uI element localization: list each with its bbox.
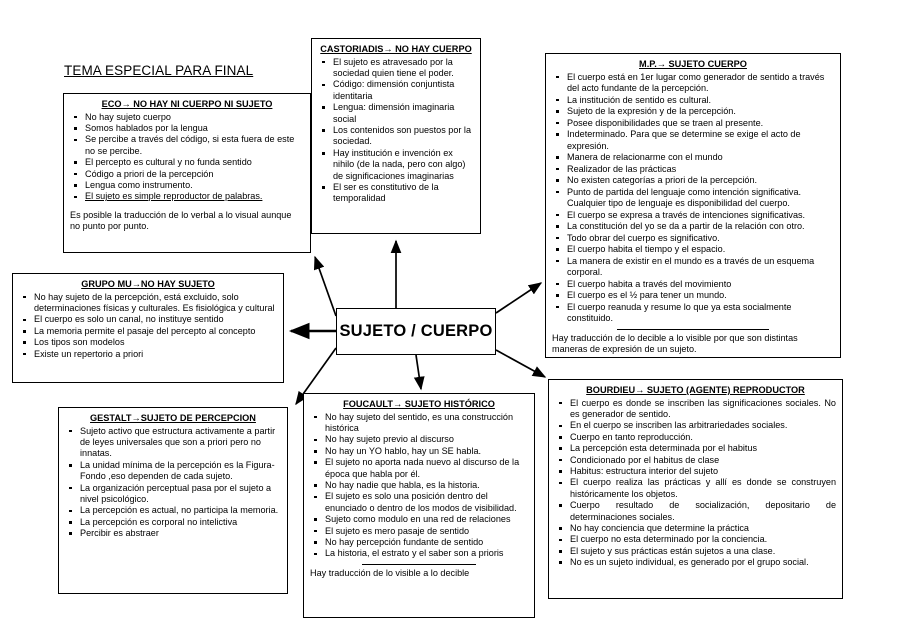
box-grupo-mu-list: [19, 292, 277, 360]
box-eco: [63, 93, 311, 253]
list-item: El cuerpo es solo un canal, no instituye sentido: [19, 314, 277, 325]
center-node-label: SUJETO / CUERPO: [339, 322, 493, 340]
page-title: TEMA ESPECIAL PARA FINAL: [64, 63, 254, 78]
list-item: El sujeto y sus prácticas están sujetos a una clase.: [555, 546, 836, 557]
list-item: El cuerpo no esta determinado por la conciencia.: [555, 534, 836, 545]
arrow-center-to-bourdieu: [496, 350, 545, 377]
list-item: Punto de partida del lenguaje como intención significativa. Cualquier tipo de lenguaje es disponibilidad del cuerpo.: [552, 187, 834, 210]
arrow-center-to-foucault: [416, 355, 421, 389]
box-gestalt-list: [65, 426, 281, 540]
box-eco-header: ECO→ NO HAY NI CUERPO NI SUJETO: [101, 99, 273, 109]
box-foucault-list: [310, 412, 528, 560]
list-item: En el cuerpo se inscriben las arbitrariedades sociales.: [555, 420, 836, 431]
list-item: Lengua: dimensión imaginaria social: [318, 102, 474, 125]
list-item: El sujeto no aporta nada nuevo al discurso de la época que habla por él.: [310, 457, 528, 480]
list-item: Posee disponibilidades que se traen al presente.: [552, 118, 834, 130]
box-foucault: [303, 393, 535, 618]
list-item: Código: dimensión conjuntista identitaria: [318, 79, 474, 102]
list-item: La historia, el estrato y el saber son a prioris: [310, 548, 528, 559]
list-item: No es un sujeto individual, es generado por el grupo social.: [555, 557, 836, 568]
list-item: Cuerpo en tanto reproducción.: [555, 432, 836, 443]
list-item: El cuerpo es el ½ para tener un mundo.: [552, 290, 834, 302]
list-item: La percepción es corporal no intelictiva: [65, 517, 281, 528]
box-bourdieu-list: [555, 398, 836, 569]
list-item: El percepto es cultural y no funda sentido: [70, 157, 304, 168]
list-item: El sujeto es simple reproductor de palabras.: [70, 191, 304, 202]
list-item: El cuerpo habita el tiempo y el espacio.: [552, 244, 834, 256]
list-item: Somos hablados por la lengua: [70, 123, 304, 134]
list-item: Sujeto de la expresión y de la percepción.: [552, 106, 834, 118]
list-item: Indeterminado. Para que se determine se exige el acto de expresión.: [552, 129, 834, 152]
box-bourdieu-header: BOURDIEU→ SUJETO (AGENTE) REPRODUCTOR: [586, 385, 805, 395]
box-foucault-header: FOUCAULT→ SUJETO HISTÓRICO: [343, 399, 495, 409]
list-item: Código a priori de la percepción: [70, 169, 304, 180]
box-mp-list: [552, 72, 834, 325]
list-item: Manera de relacionarme con el mundo: [552, 152, 834, 164]
list-item: Sujeto activo que estructura activamente a partir de leyes universales que son a priori pero no innatas.: [65, 426, 281, 460]
list-item: No hay sujeto cuerpo: [70, 112, 304, 123]
box-foucault-footer: Hay traducción de lo visible a lo decible: [310, 567, 470, 578]
list-item: El ser es constitutivo de la temporalidad: [318, 182, 474, 205]
list-item: La constitución del yo se da a partir de la relación con otro.: [552, 221, 834, 233]
list-item: No hay sujeto de la percepción, está excluido, solo determinaciones físicas y culturales. Es fisiológica y cultural: [19, 292, 277, 315]
divider: [362, 564, 475, 565]
box-mp-footer: Hay traducción de lo decible a lo visible por que son distintas maneras de expresión de un sujeto.: [552, 332, 798, 354]
list-item: La percepción es actual, no participa la memoria.: [65, 505, 281, 516]
list-item: El cuerpo está en 1er lugar como generador de sentido a través del acto fundante de la percepción.: [552, 72, 834, 95]
list-item: Existe un repertorio a priori: [19, 349, 277, 360]
list-item: Cuerpo resultado de socialización, depositario de determinaciones sociales.: [555, 500, 836, 523]
list-item: El cuerpo se expresa a través de intenciones significativas.: [552, 210, 834, 222]
list-item: Los tipos son modelos: [19, 337, 277, 348]
list-item: No hay nadie que habla, es la historia.: [310, 480, 528, 491]
list-item: La memoria permite el pasaje del percepto al concepto: [19, 326, 277, 337]
box-mp: [545, 53, 841, 358]
list-item: No hay un YO hablo, hay un SE habla.: [310, 446, 528, 457]
list-item: Percibir es abstraer: [65, 528, 281, 539]
box-grupo-mu-header: GRUPO MU→NO HAY SUJETO: [81, 279, 215, 289]
box-bourdieu: [548, 379, 843, 599]
list-item: La organización perceptual pasa por el sujeto a nivel psicológico.: [65, 483, 281, 506]
list-item: El cuerpo reanuda y resume lo que ya esta socialmente constituido.: [552, 302, 834, 325]
list-item: La manera de existir en el mundo es a través de un esquema corporal.: [552, 256, 834, 279]
list-item: El cuerpo es donde se inscriben las significaciones sociales. No es generador de sentido.: [555, 398, 836, 421]
list-item: No hay sujeto del sentido, es una construcción histórica: [310, 412, 528, 435]
list-item: La institución de sentido es cultural.: [552, 95, 834, 107]
list-item: Sujeto como modulo en una red de relaciones: [310, 514, 528, 525]
box-grupo-mu: [12, 273, 284, 383]
list-item: Condicionado por el habitus de clase: [555, 455, 836, 466]
box-gestalt: [58, 407, 288, 594]
list-item: No hay percepción fundante de sentido: [310, 537, 528, 548]
list-item: El sujeto es atravesado por la sociedad quien tiene el poder.: [318, 57, 474, 80]
list-item: No existen categorías a priori de la percepción.: [552, 175, 834, 187]
box-castoriadis-header: CASTORIADIS→ NO HAY CUERPO: [320, 44, 472, 54]
list-item: Lengua como instrumento.: [70, 180, 304, 191]
arrow-center-to-eco: [315, 257, 336, 316]
list-item: Todo obrar del cuerpo es significativo.: [552, 233, 834, 245]
list-item: La unidad mínima de la percepción es la Figura-Fondo ,eso dependen de cada sujeto.: [65, 460, 281, 483]
box-castoriadis-list: [318, 57, 474, 205]
list-item: El sujeto es solo una posición dentro del enunciado o dentro de los modos de visibilidad.: [310, 491, 528, 514]
divider: [617, 329, 769, 330]
list-item: Habitus: estructura interior del sujeto: [555, 466, 836, 477]
list-item: El cuerpo realiza las prácticas y allí es donde se construyen históricamente los objetos.: [555, 477, 836, 500]
box-castoriadis: [311, 38, 481, 234]
list-item: No hay conciencia que determine la práctica: [555, 523, 836, 534]
list-item: Se percibe a través del código, si esta fuera de este no se percibe.: [70, 134, 304, 157]
box-mp-header: M.P.→ SUJETO CUERPO: [639, 59, 747, 69]
list-item: No hay sujeto previo al discurso: [310, 434, 528, 445]
list-item: Los contenidos son puestos por la sociedad.: [318, 125, 474, 148]
center-node: [336, 308, 496, 355]
list-item: Hay institución e invención ex nihilo (de la nada, pero con algo) de significaciones imaginarias: [318, 148, 474, 182]
box-gestalt-header: GESTALT→SUJETO DE PERCEPCION: [90, 413, 256, 423]
list-item: Realizador de las prácticas: [552, 164, 834, 176]
list-item: El cuerpo habita a través del movimiento: [552, 279, 834, 291]
list-item: La percepción esta determinada por el habitus: [555, 443, 836, 454]
box-eco-footer: Es posible la traducción de lo verbal a lo visual aunque no punto por punto.: [70, 209, 292, 232]
box-eco-list: [70, 112, 304, 203]
list-item: El sujeto es mero pasaje de sentido: [310, 526, 528, 537]
arrow-center-to-mp: [496, 283, 541, 313]
